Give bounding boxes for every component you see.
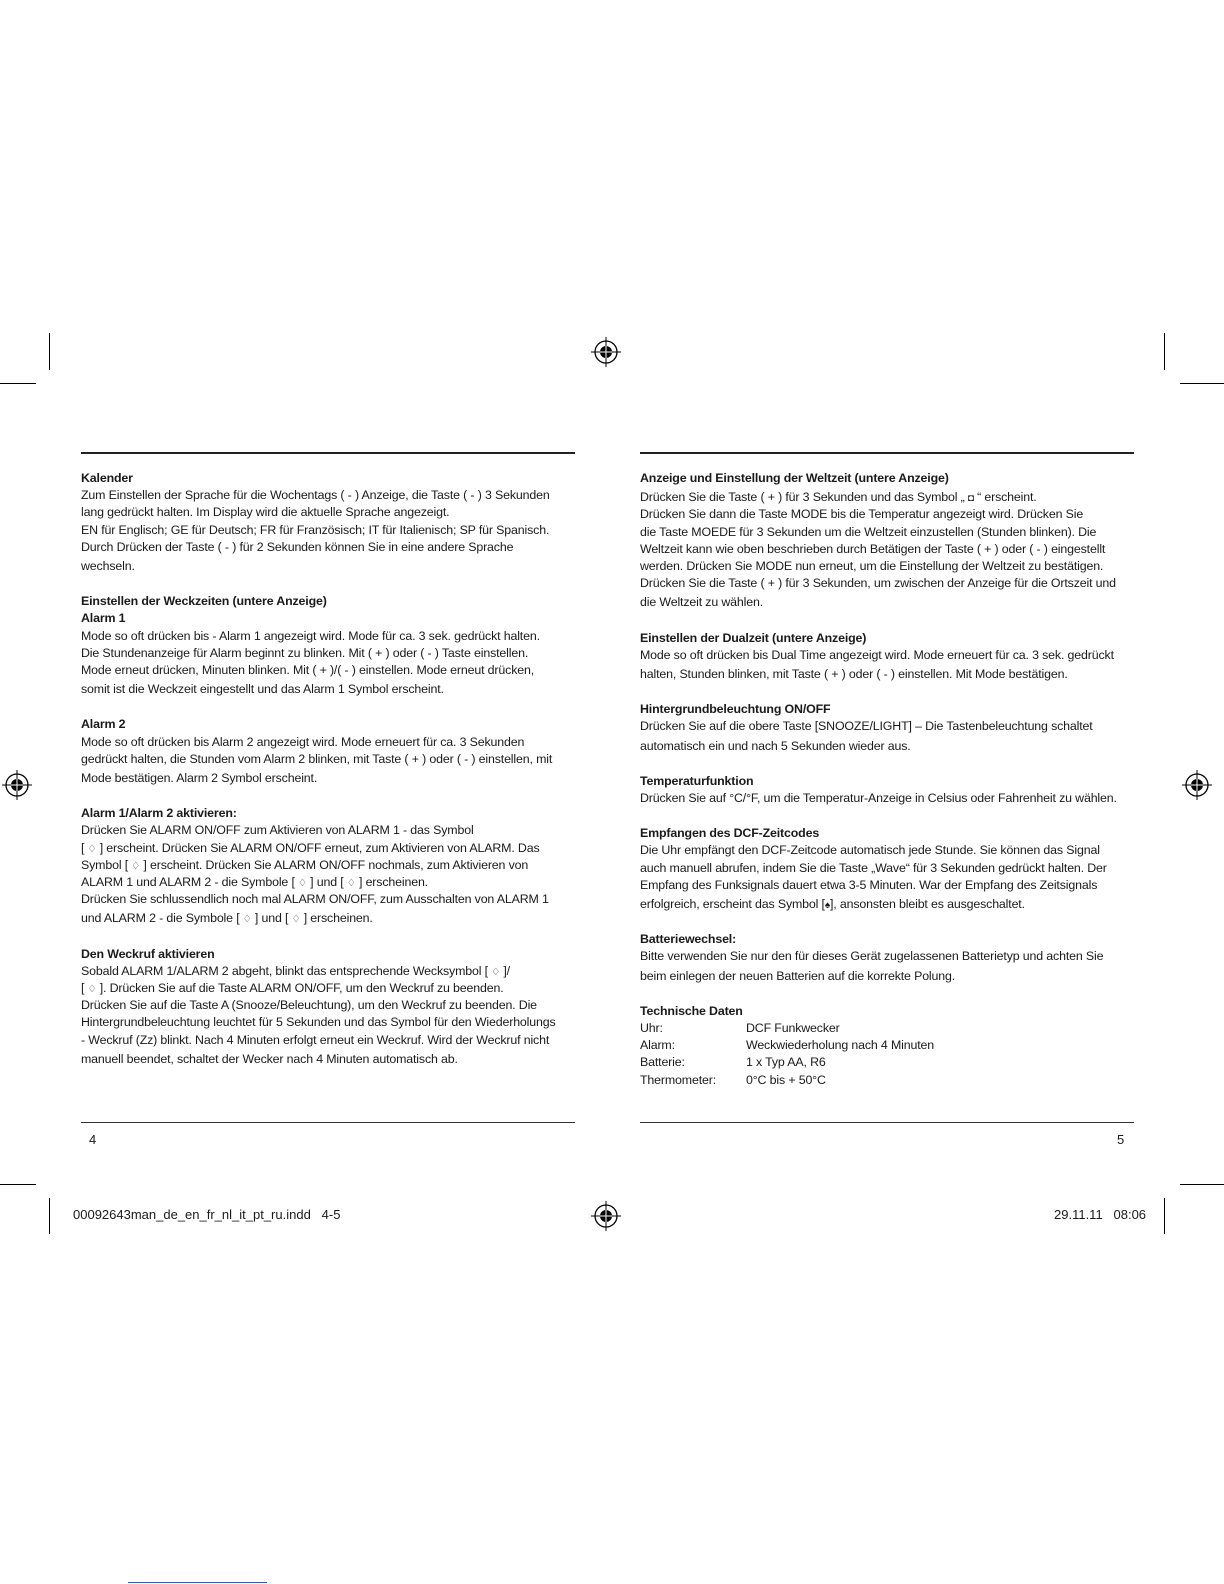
alarm-bell-icon: ♢ (298, 878, 307, 890)
text-line (81, 874, 575, 891)
text-line: Drücken Sie schlussendlich noch mal ALARM ON/OFF, zum Ausschalten von ALARM 1 (81, 892, 549, 907)
text-fragment: ] erscheint. Drücken Sie ALARM ON/OFF nochmals, zum Aktivieren von (140, 857, 529, 872)
text-line (81, 980, 575, 997)
spec-row (640, 1054, 1136, 1071)
text-line: lang gedrückt halten. Im Display wird die aktuelle Sprache angezeigt. (81, 505, 450, 520)
text-fragment: [ (81, 840, 88, 855)
text-fragment: Sobald ALARM 1/ALARM 2 abgeht, blinkt das entsprechende Wecksymbol [ (81, 963, 492, 978)
text-line: Bitte verwenden Sie nur den für dieses Gerät zugelassenen Batterietyp und achten Sie (640, 949, 1104, 964)
text-fragment: [ (81, 981, 88, 996)
text-line: - Weckruf (Zz) blinkt. Nach 4 Minuten erfolgt erneut ein Weckruf. Wird der Weckruf nicht (81, 1032, 550, 1047)
page-number-right: 5 (1117, 1132, 1125, 1147)
text-fragment: Symbol [ (81, 857, 132, 872)
alarm-bell-icon: ♢ (87, 843, 97, 855)
text-fragment: ] erscheinen. (355, 875, 428, 890)
text-line (81, 910, 575, 927)
text-line: Die Stundenanzeige für Alarm beginnt zu blinken. Mit ( + ) oder ( - ) Taste einstellen. (81, 645, 529, 660)
registration-mark-left-icon (2, 770, 32, 800)
alarm-bell-icon: ♢ (242, 914, 252, 926)
spec-key: Thermometer: (640, 1072, 717, 1087)
alarm-bell-icon: ♢ (131, 860, 141, 872)
crop-mark-br-vertical (1164, 1198, 1165, 1234)
slug-date: 29.11.11 08:06 (1054, 1207, 1147, 1222)
section-weckruf (81, 946, 575, 1068)
heading-weltzeit: Anzeige und Einstellung der Weltzeit (untere Anzeige) (640, 471, 949, 485)
slug-filename: 00092643man_de_en_fr_nl_it_pt_ru.indd 4-5 (73, 1207, 341, 1222)
text-fragment: “ erscheint. (973, 490, 1037, 505)
text-line: EN für Englisch; GE für Deutsch; FR für Französisch; IT für Italienisch; SP für Spanisch. (81, 522, 550, 537)
text-fragment: ] erscheint. Drücken Sie ALARM ON/OFF erneut, zum Aktivieren von ALARM. Das (96, 840, 540, 855)
spec-key: Alarm: (640, 1038, 675, 1053)
section-aktivieren (81, 805, 575, 927)
text-line: automatisch ein und nach 5 Sekunden wieder aus. (640, 738, 911, 753)
section-temperatur (640, 773, 1136, 807)
alarm-bell-icon: ♢ (291, 914, 301, 926)
left-bottom-rule (81, 1122, 575, 1123)
text-line (640, 489, 1136, 506)
heading-technik: Technische Daten (640, 1003, 743, 1018)
heading-alarm2: Alarm 2 (81, 717, 126, 732)
spec-key: Uhr: (640, 1021, 663, 1036)
section-alarm2 (81, 716, 575, 787)
text-fragment: ] und [ (306, 875, 347, 890)
left-page-column (81, 470, 575, 1084)
text-line: Zum Einstellen der Sprache für die Wochentags ( - ) Anzeige, die Taste ( - ) 3 Sekunden (81, 488, 550, 503)
crop-mark-tr-vertical (1164, 333, 1165, 370)
crop-mark-tr-horizontal (1180, 383, 1224, 384)
text-line: somit ist die Weckzeit eingestellt und das Alarm 1 Symbol erscheint. (81, 682, 444, 697)
text-line: Empfang des Funksignals dauert etwa 3-5 Minuten. War der Empfang des Zeitsignals (640, 877, 1098, 892)
spec-value: 1 x Typ AA, R6 (746, 1055, 826, 1070)
text-line: Drücken Sie auf °C/°F, um die Temperatur-Anzeige in Celsius oder Fahrenheit zu wählen. (640, 791, 1117, 806)
crop-mark-br-horizontal (1180, 1184, 1224, 1185)
text-line (640, 896, 1136, 913)
text-line: die Taste MOEDE für 3 Sekunden um die Weltzeit einzustellen (Stunden blinken). Die (640, 524, 1097, 539)
heading-batterie: Batteriewechsel: (640, 932, 737, 947)
heading-weckruf: Den Weckruf aktivieren (81, 946, 215, 961)
text-line (81, 963, 575, 980)
heading-hintergrund: Hintergrundbeleuchtung ON/OFF (640, 702, 831, 717)
heading-dualzeit: Einstellen der Dualzeit (untere Anzeige) (640, 630, 867, 645)
text-line: Mode so oft drücken bis Dual Time angezeigt wird. Mode erneuert für ca. 3 sek. gedrückt (640, 647, 1114, 662)
section-technik (640, 1003, 1136, 1089)
text-line: die Weltzeit zu wählen. (640, 595, 764, 610)
text-line: Mode erneut drücken, Minuten blinken. Mit ( + )/( - ) einstellen. Mode erneut drücken, (81, 663, 535, 678)
right-bottom-rule (640, 1122, 1134, 1123)
spec-value: DCF Funkwecker (746, 1021, 840, 1036)
alarm-bell-icon: ♢ (491, 966, 501, 978)
text-line: Hintergrundbeleuchtung leuchtet für 5 Sekunden und das Symbol für den Wiederholungs (81, 1015, 556, 1030)
right-page-column (640, 470, 1136, 1105)
section-hintergrund (640, 701, 1136, 755)
section-dcf (640, 825, 1136, 913)
text-line: halten, Stunden blinken, mit Taste ( + ) oder ( - ) einstellen. Mit Mode bestätigen. (640, 667, 1068, 682)
text-line: auch manuell abrufen, indem Sie die Taste „Wave“ für 3 Sekunden gedrückt halten. Der (640, 860, 1107, 875)
text-line: Drücken Sie ALARM ON/OFF zum Aktivieren von ALARM 1 - das Symbol (81, 823, 474, 838)
text-line (81, 840, 575, 857)
spec-row (640, 1072, 1136, 1089)
text-line: wechseln. (81, 559, 135, 574)
text-fragment: erfolgreich, erscheint das Symbol [ (640, 897, 825, 912)
left-top-rule (81, 452, 575, 454)
world-time-icon: ◘ (967, 493, 974, 505)
section-kalender (81, 470, 575, 575)
spec-value: 0°C bis + 50°C (746, 1072, 826, 1087)
text-line (81, 857, 575, 874)
text-fragment: ] und [ (251, 911, 292, 926)
heading-dcf: Empfangen des DCF-Zeitcodes (640, 826, 820, 841)
text-fragment: ALARM 1 und ALARM 2 - die Symbole [ (81, 875, 299, 890)
text-line: Drücken Sie auf die Taste A (Snooze/Beleuchtung), um den Weckruf zu beenden. Die (81, 998, 537, 1013)
text-line: Mode so oft drücken bis - Alarm 1 angezeigt wird. Mode für ca. 3 sek. gedrückt halten. (81, 628, 540, 643)
text-line: beim einlegen der neuen Batterien auf die korrekte Polung. (640, 968, 956, 983)
subheading-alarm1: Alarm 1 (81, 611, 126, 626)
text-line: Drücken Sie dann die Taste MODE bis die Temperatur angezeigt wird. Drücken Sie (640, 507, 1084, 522)
text-line: manuell beendet, schaltet der Wecker nach 4 Minuten automatisch ab. (81, 1051, 458, 1066)
crop-mark-tl-horizontal (0, 383, 36, 384)
alarm-bell-icon: ♢ (346, 878, 356, 890)
text-line: Mode so oft drücken bis Alarm 2 angezeigt wird. Mode erneuert für ca. 3 Sekunden (81, 734, 525, 749)
heading-temperatur: Temperaturfunktion (640, 773, 754, 788)
section-dualzeit (640, 630, 1136, 684)
spec-row (640, 1020, 1136, 1037)
text-line: Durch Drücken der Taste ( - ) für 2 Sekunden können Sie in eine andere Sprache (81, 539, 514, 554)
registration-mark-top-icon (591, 337, 621, 367)
section-batterie (640, 931, 1136, 985)
text-fragment: ] erscheinen. (300, 911, 373, 926)
alarm-bell-icon: ♢ (87, 984, 97, 996)
text-line: werden. Drücken Sie MODE nun erneut, um die Einstellung der Weltzeit zu bestätigen. (640, 559, 1104, 574)
text-fragment: ], ansonsten bleibt es ausgeschaltet. (830, 897, 1025, 912)
heading-aktivieren: Alarm 1/Alarm 2 aktivieren: (81, 806, 237, 821)
heading-weckzeiten: Einstellen der Weckzeiten (untere Anzeige) (81, 594, 327, 609)
spec-value: Weckwiederholung nach 4 Minuten (746, 1038, 934, 1053)
crop-mark-bl-vertical (49, 1198, 50, 1234)
text-line: Drücken Sie die Taste ( + ) für 3 Sekunden, um zwischen der Anzeige für die Ortszeit und (640, 576, 1116, 591)
text-line: Weltzeit kann wie oben beschrieben durch Betätigen der Taste ( + ) oder ( - ) eingestellt (640, 541, 1106, 556)
registration-mark-bottom-icon (591, 1201, 621, 1231)
crop-mark-bl-horizontal (0, 1184, 36, 1185)
radio-tower-icon: ♠ (824, 900, 830, 912)
accent-bar (128, 1582, 267, 1583)
crop-mark-tl-vertical (49, 333, 50, 370)
text-line: Mode bestätigen. Alarm 2 Symbol erscheint. (81, 771, 318, 786)
section-weckzeiten (81, 593, 575, 698)
text-line: gedrückt halten, die Stunden vom Alarm 2 blinken, mit Taste ( + ) oder ( - ) einstellen, mit (81, 751, 553, 766)
text-line: Die Uhr empfängt den DCF-Zeitcode automatisch jede Stunde. Sie können das Signal (640, 843, 1100, 858)
text-fragment: Drücken Sie die Taste ( + ) für 3 Sekunden und das Symbol „ (640, 490, 968, 505)
text-line: Drücken Sie auf die obere Taste [SNOOZE/LIGHT] – Die Tastenbeleuchtung schaltet (640, 719, 1093, 734)
text-fragment: ]/ (500, 963, 510, 978)
right-top-rule (640, 452, 1134, 454)
text-fragment: und ALARM 2 - die Symbole [ (81, 911, 243, 926)
section-weltzeit (640, 470, 1136, 612)
spec-row (640, 1037, 1136, 1054)
spec-key: Batterie: (640, 1055, 685, 1070)
registration-mark-right-icon (1182, 770, 1212, 800)
heading-kalender: Kalender (81, 471, 133, 485)
page-number-left: 4 (89, 1132, 97, 1147)
text-fragment: ]. Drücken Sie auf die Taste ALARM ON/OFF, um den Weckruf zu beenden. (96, 981, 504, 996)
